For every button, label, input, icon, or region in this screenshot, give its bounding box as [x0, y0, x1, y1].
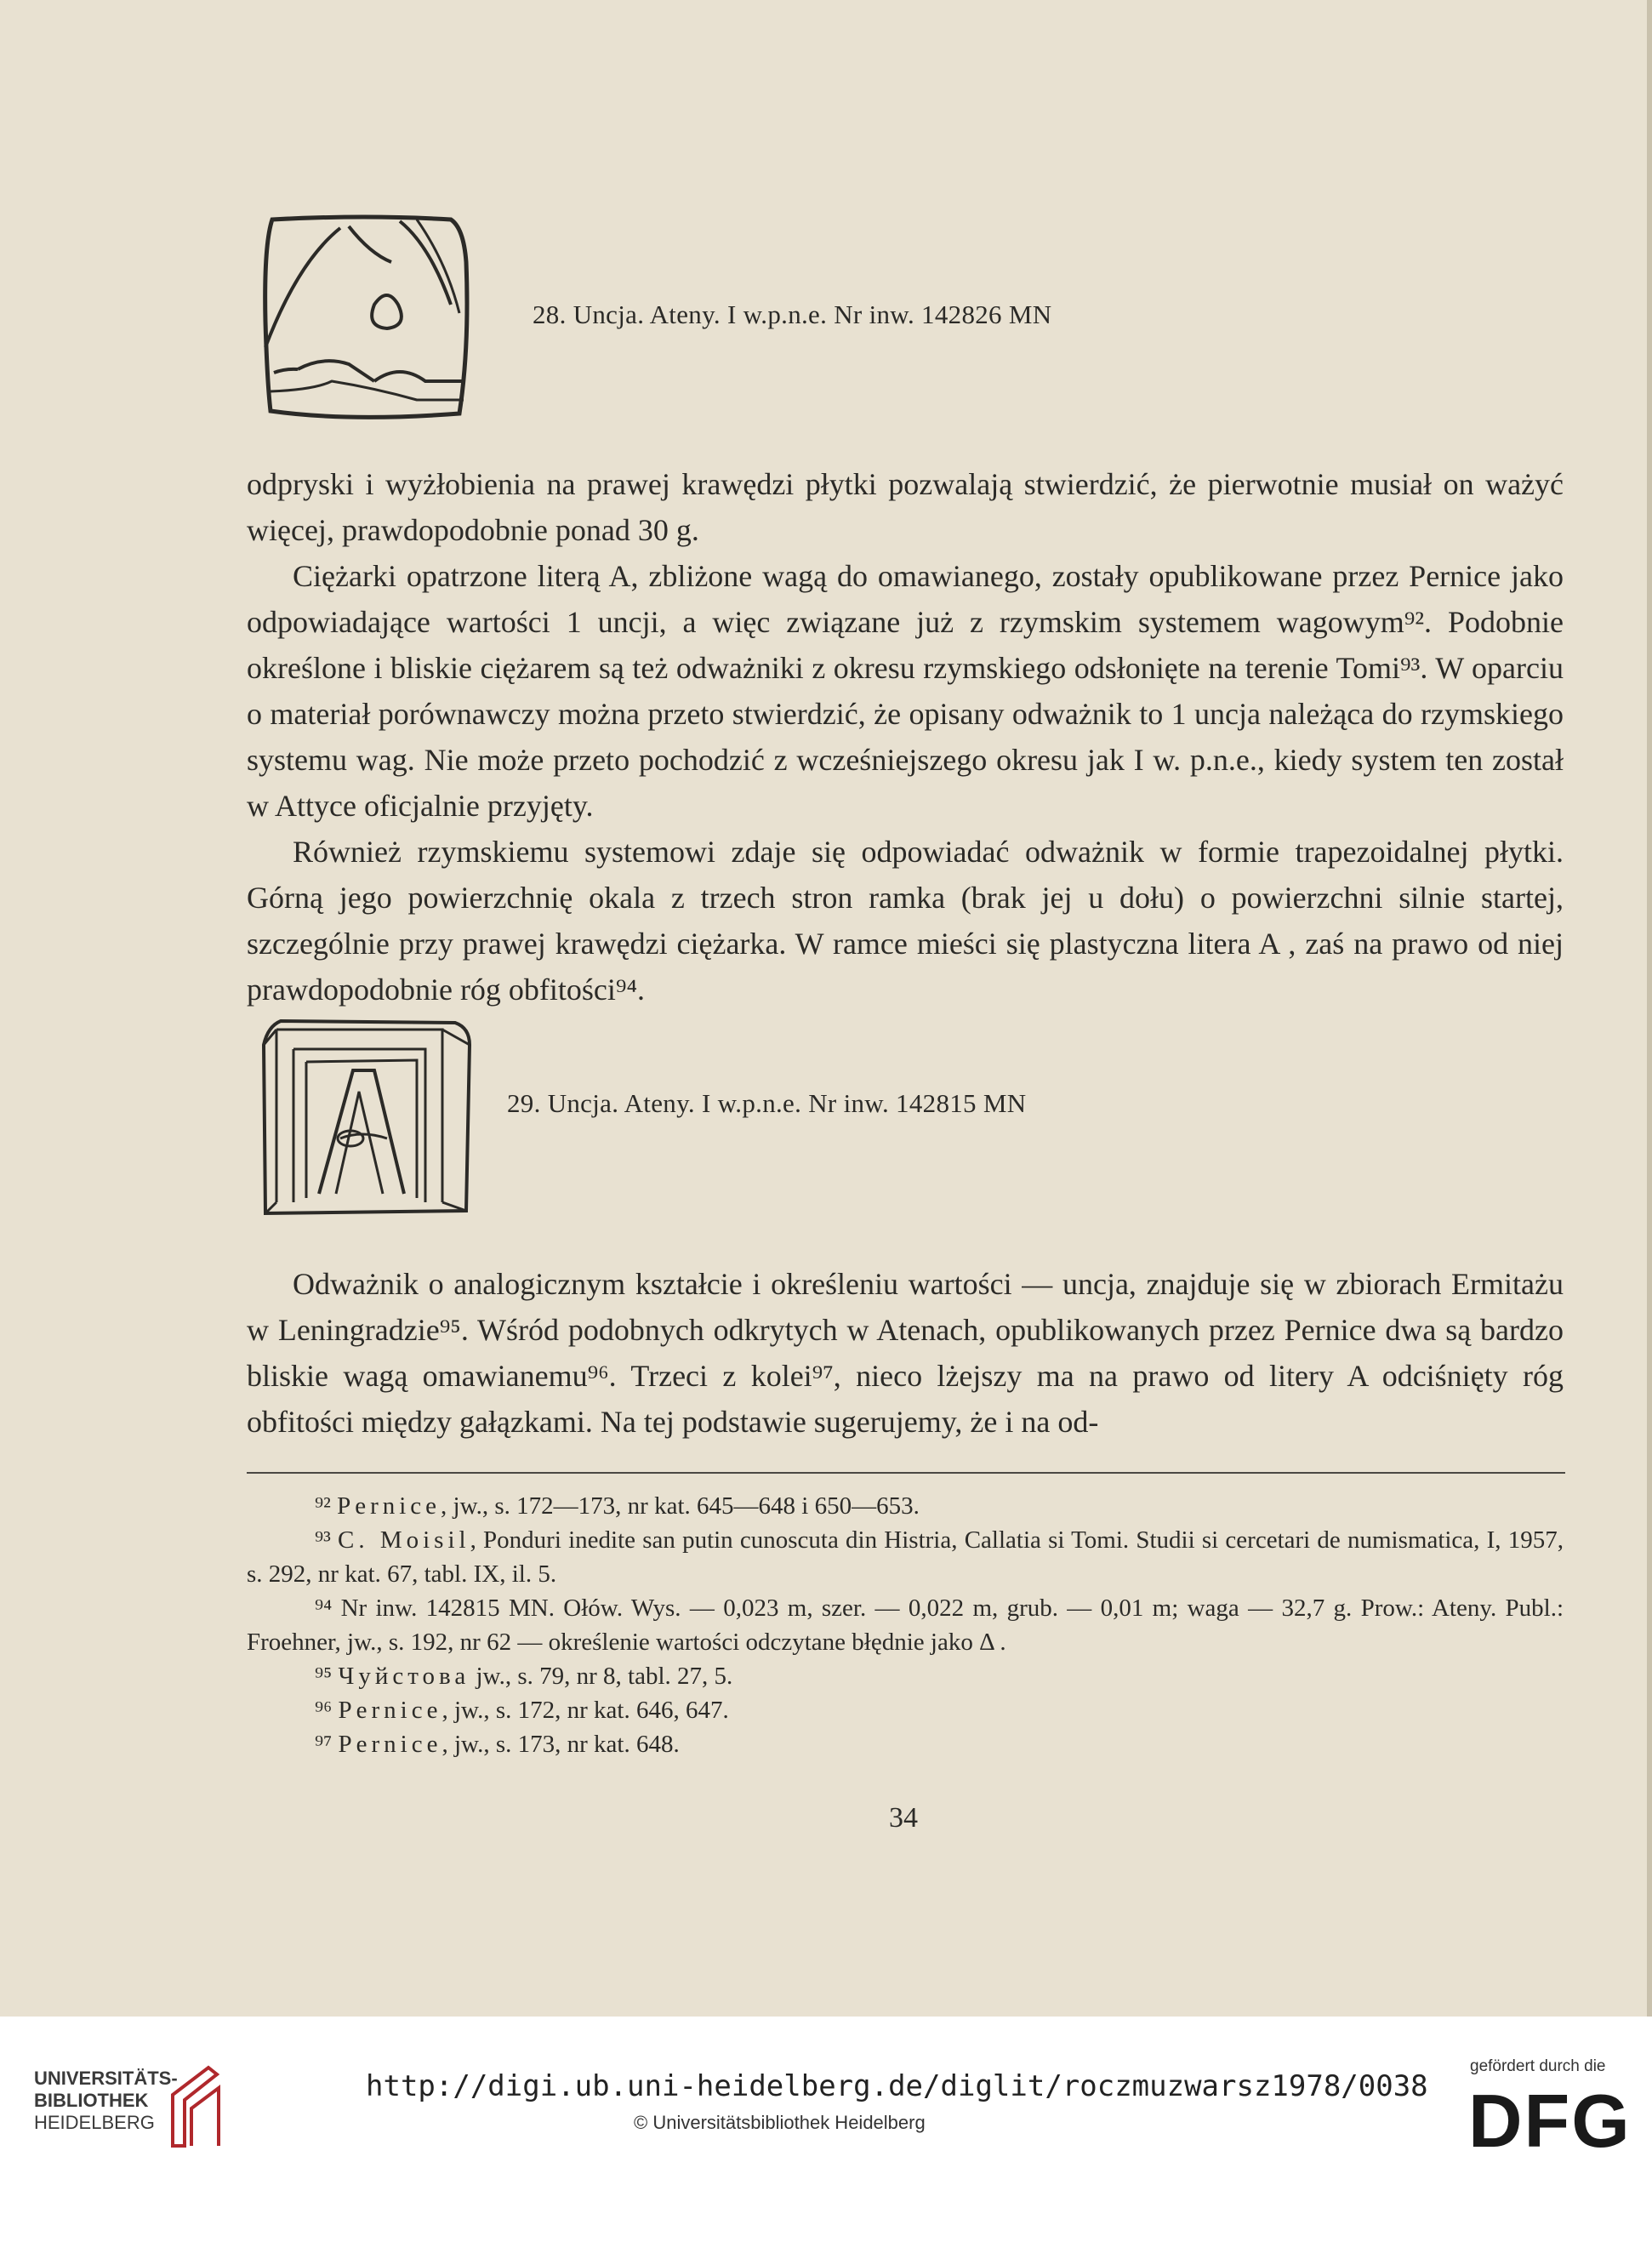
footnote-95: ⁹⁵ Чуйстова jw., s. 79, nr 8, tabl. 27, 5.: [315, 1663, 733, 1690]
footnote-rule: [247, 1472, 1565, 1474]
figure-28-drawing: [247, 211, 481, 428]
footnote-94: ⁹⁴ Nr inw. 142815 MN. Ołów. Wys. — 0,023 m, szer. — 0,022 m, grub. — 0,01 m; waga — 32,7 g. Prow.: Ateny. Publ.: Froehner, jw., s. 192, nr 62 — określenie wartości odczytane błędnie jako Δ .: [247, 1595, 1564, 1656]
paragraph-2: Ciężarki opatrzone literą A, zbliżone wagą do omawianego, zostały opublikowane przez Pernice jako odpowiadające wartości 1 uncji, a więc związane już z rzymskim systemem wagowym⁹². Podobnie określone i bliskie ciężarem są też odważniki z okresu rzymskiego odsłonięte na terenie Tomi⁹³. W oparciu o materiał porównawczy można przeto stwierdzić, że opisany odważnik to 1 uncja należąca do rzymskiego systemu wag. Nie może przeto pochodzić z wcześniejszego okresu jak I w. p.n.e., kiedy system ten został w Attyce oficjalnie przyjęty.: [247, 559, 1564, 823]
figure-29-drawing: [247, 1011, 485, 1224]
copyright-notice: © Universitätsbibliothek Heidelberg: [634, 2112, 926, 2133]
dfg-logo: DFG: [1468, 2079, 1632, 2163]
figure-29-caption: 29. Uncja. Ateny. I w.p.n.e. Nr inw. 142815 MN: [507, 1088, 1027, 1118]
library-logo-text: UNIVERSITÄTS- BIBLIOTHEK HEIDELBERG: [34, 2068, 178, 2133]
footnote-97: ⁹⁷ Pernice, jw., s. 173, nr kat. 648.: [315, 1731, 680, 1758]
main-text: [247, 461, 1564, 1013]
page-number: 34: [889, 1802, 918, 1834]
footnotes: [247, 1489, 1564, 1761]
funding-note: gefördert durch die: [1470, 2057, 1606, 2075]
footnote-92: ⁹² Pernice, jw., s. 172—173, nr kat. 645—648 i 650—653.: [315, 1492, 920, 1520]
main-text-continued: [247, 1261, 1564, 1445]
permalink-url[interactable]: http://digi.ub.uni-heidelberg.de/diglit/roczmuzwarsz1978/0038: [366, 2069, 1428, 2103]
paragraph-1: odpryski i wyżłobienia na prawej krawędzi płytki pozwalają stwierdzić, że pierwotnie musiał on ważyć więcej, prawdopodobnie ponad 30 g.: [247, 467, 1564, 547]
footnote-96: ⁹⁶ Pernice, jw., s. 172, nr kat. 646, 647.: [315, 1697, 729, 1724]
figure-28-caption: 28. Uncja. Ateny. I w.p.n.e. Nr inw. 142826 MN: [533, 300, 1052, 329]
paragraph-3: Również rzymskiemu systemowi zdaje się odpowiadać odważnik w formie trapezoidalnej płytki. Górną jego powierzchnię okala z trzech stron ramka (brak jej u dołu) o powierzchni silnie startej, szczególnie przy prawej krawędzi ciężarka. W ramce mieści się plastyczna litera A , zaś na prawo od niej prawdopodobnie róg obfitości⁹⁴.: [247, 835, 1564, 1007]
footnote-93: ⁹³ C. Moisil, Ponduri inedite san putin cunoscuta din Histria, Callatia si Tomi. Studii si cercetari de numismatica, I, 1957, s. 292, nr kat. 67, tabl. IX, il. 5.: [247, 1526, 1564, 1588]
paragraph-4: Odważnik o analogicznym kształcie i określeniu wartości — uncja, znajduje się w zbiorach Ermitażu w Leningradzie⁹⁵. Wśród podobnych odkrytych w Atenach, opublikowanych przez Pernice dwa są bardzo bliskie wagą omawianemu⁹⁶. Trzeci z kolei⁹⁷, nieco lżejszy ma na prawo od litery A odciśnięty róg obfitości między gałązkami. Na tej podstawie sugerujemy, że i na od-: [247, 1267, 1564, 1439]
library-logo-icon: [166, 2061, 225, 2154]
